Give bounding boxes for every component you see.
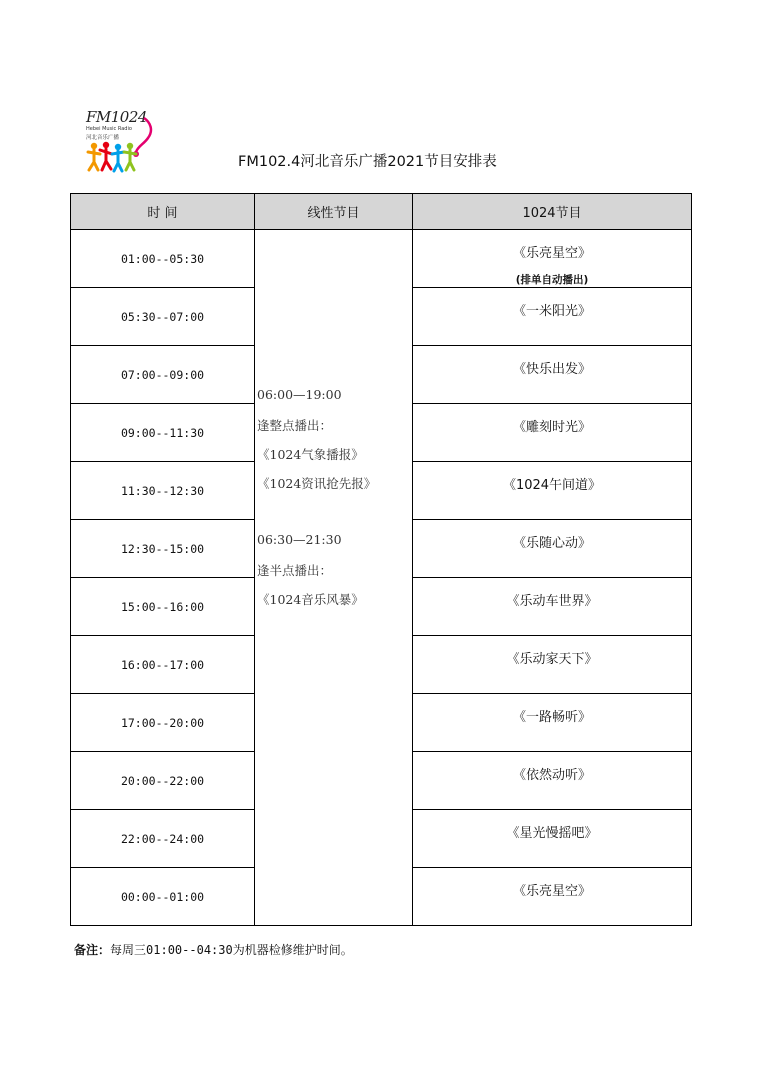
header-1024: 1024节目 [413,194,692,230]
time-cell: 22:00--24:00 [71,810,255,868]
footnote-label: 备注： [74,943,111,957]
linear-line: 06:00—19:00 [257,387,342,402]
time-cell: 07:00--09:00 [71,346,255,404]
linear-line: 《1024音乐风暴》 [257,592,364,607]
header-time: 时 间 [71,194,255,230]
program-cell: 《星光慢摇吧》 [413,810,692,868]
table-row [71,230,692,288]
time-cell: 20:00--22:00 [71,752,255,810]
program-cell: 《乐动车世界》 [413,578,692,636]
time-cell: 17:00--20:00 [71,694,255,752]
footnote-text: 每周三01:00--04:30为机器检修维护时间。 [110,943,353,957]
program-note: (排单自动播出) [515,274,589,286]
linear-line: 逢半点播出： [257,563,333,578]
time-cell: 01:00--05:30 [71,230,255,288]
footnote [74,941,353,958]
time-cell: 15:00--16:00 [71,578,255,636]
time-cell: 16:00--17:00 [71,636,255,694]
program-cell: 《雕刻时光》 [413,404,692,462]
linear-line: 06:30—21:30 [257,532,342,547]
program-cell: 《乐亮星空》 [413,868,692,926]
program-cell: 《一路畅听》 [413,694,692,752]
time-cell: 00:00--01:00 [71,868,255,926]
program-cell: 《乐随心动》 [413,520,692,578]
logo-chinese-name: 河北音乐广播 [86,135,120,141]
program-cell: 《快乐出发》 [413,346,692,404]
logo-subtitle: Hebei Music Radio [86,126,132,132]
program-name: 《乐亮星空》 [512,246,591,261]
logo-fm-text: FM1024 [86,108,147,126]
page-title: FM102.4河北音乐广播2021节目安排表 [238,154,497,170]
time-cell: 05:30--07:00 [71,288,255,346]
time-cell: 12:30--15:00 [71,520,255,578]
station-logo [84,108,156,180]
table-header-row [71,194,692,230]
linear-line: 逢整点播出： [257,418,333,433]
program-cell: 《一米阳光》 [413,288,692,346]
linear-program-cell [255,230,413,926]
linear-line: 《1024资讯抢先报》 [257,476,377,491]
program-cell [413,230,692,288]
schedule-table [70,193,692,926]
program-cell: 《1024午间道》 [413,462,692,520]
time-cell: 11:30--12:30 [71,462,255,520]
dancing-people-icon [84,108,156,180]
program-cell: 《乐动家天下》 [413,636,692,694]
header-linear: 线性节目 [255,194,413,230]
program-cell: 《依然动听》 [413,752,692,810]
time-cell: 09:00--11:30 [71,404,255,462]
linear-line: 《1024气象播报》 [257,447,364,462]
